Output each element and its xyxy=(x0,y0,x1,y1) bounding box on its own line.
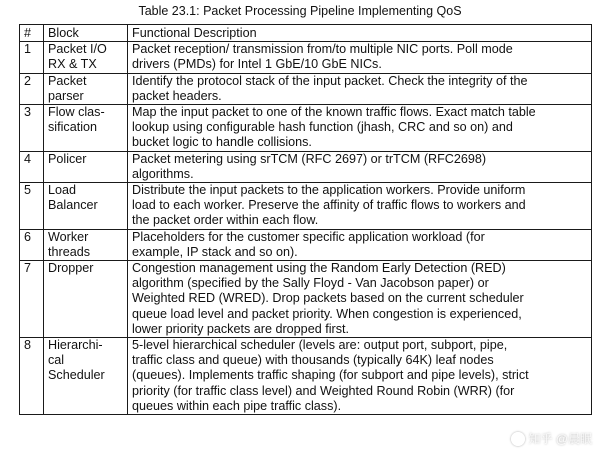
functional-description: Map the input packet to one of the known traffic flows. Exact match table lookup using configurable hash function (jhash, CRC and so on) and bucket logic to handle collisions. xyxy=(128,105,592,152)
block-name: Policer xyxy=(44,151,128,182)
table-caption: Table 23.1: Packet Processing Pipeline Implementing QoS xyxy=(138,4,462,18)
table-row xyxy=(20,229,592,260)
table-header-row xyxy=(20,25,592,42)
table-row xyxy=(20,338,592,415)
block-name: Hierarchi- cal Scheduler xyxy=(44,338,128,415)
functional-description: Placeholders for the customer specific application workload (for example, IP stack and so on). xyxy=(128,229,592,260)
header-block: Block xyxy=(44,25,128,42)
table-row xyxy=(20,73,592,104)
qos-pipeline-table xyxy=(19,24,592,415)
row-number: 3 xyxy=(20,105,44,152)
table-row xyxy=(20,42,592,73)
row-number: 7 xyxy=(20,261,44,338)
block-name: Load Balancer xyxy=(44,183,128,230)
row-number: 6 xyxy=(20,229,44,260)
block-name: Dropper xyxy=(44,261,128,338)
block-name: Packet parser xyxy=(44,73,128,104)
functional-description: Distribute the input packets to the application workers. Provide uniform load to each worker. Preserve the affinity of traffic flows to workers and the packet order within each flow. xyxy=(128,183,592,230)
watermark-text: 知乎 @晨眠 xyxy=(528,432,592,446)
block-name: Packet I/O RX & TX xyxy=(44,42,128,73)
functional-description: Congestion management using the Random Early Detection (RED) algorithm (specified by the Sally Floyd - Van Jacobson paper) or Weighted RED (WRED). Drop packets based on the current scheduler queue load level and packet priority. When congestion is experienced, lower priority packets are dropped first. xyxy=(128,261,592,338)
watermark xyxy=(511,430,592,447)
table-row xyxy=(20,151,592,182)
functional-description: 5-level hierarchical scheduler (levels are: output port, subport, pipe, traffic class and queue) with thousands (typically 64K) leaf nodes (queues). Implements traffic shaping (for subport and pipe levels), strict priority (for traffic class level) and Weighted Round Robin (WRR) (for queues within each pipe traffic class). xyxy=(128,338,592,415)
row-number: 4 xyxy=(20,151,44,182)
functional-description: Packet reception/ transmission from/to multiple NIC ports. Poll mode drivers (PMDs) for Intel 1 GbE/10 GbE NICs. xyxy=(128,42,592,73)
header-number: # xyxy=(20,25,44,42)
table-row xyxy=(20,261,592,338)
functional-description: Identify the protocol stack of the input packet. Check the integrity of the packet headers. xyxy=(128,73,592,104)
block-name: Worker threads xyxy=(44,229,128,260)
block-name: Flow clas- sification xyxy=(44,105,128,152)
row-number: 5 xyxy=(20,183,44,230)
table-row xyxy=(20,105,592,152)
row-number: 1 xyxy=(20,42,44,73)
functional-description: Packet metering using srTCM (RFC 2697) or trTCM (RFC2698) algorithms. xyxy=(128,151,592,182)
zhihu-logo-icon xyxy=(511,432,525,446)
table-row xyxy=(20,183,592,230)
row-number: 8 xyxy=(20,338,44,415)
row-number: 2 xyxy=(20,73,44,104)
header-description: Functional Description xyxy=(128,25,592,42)
